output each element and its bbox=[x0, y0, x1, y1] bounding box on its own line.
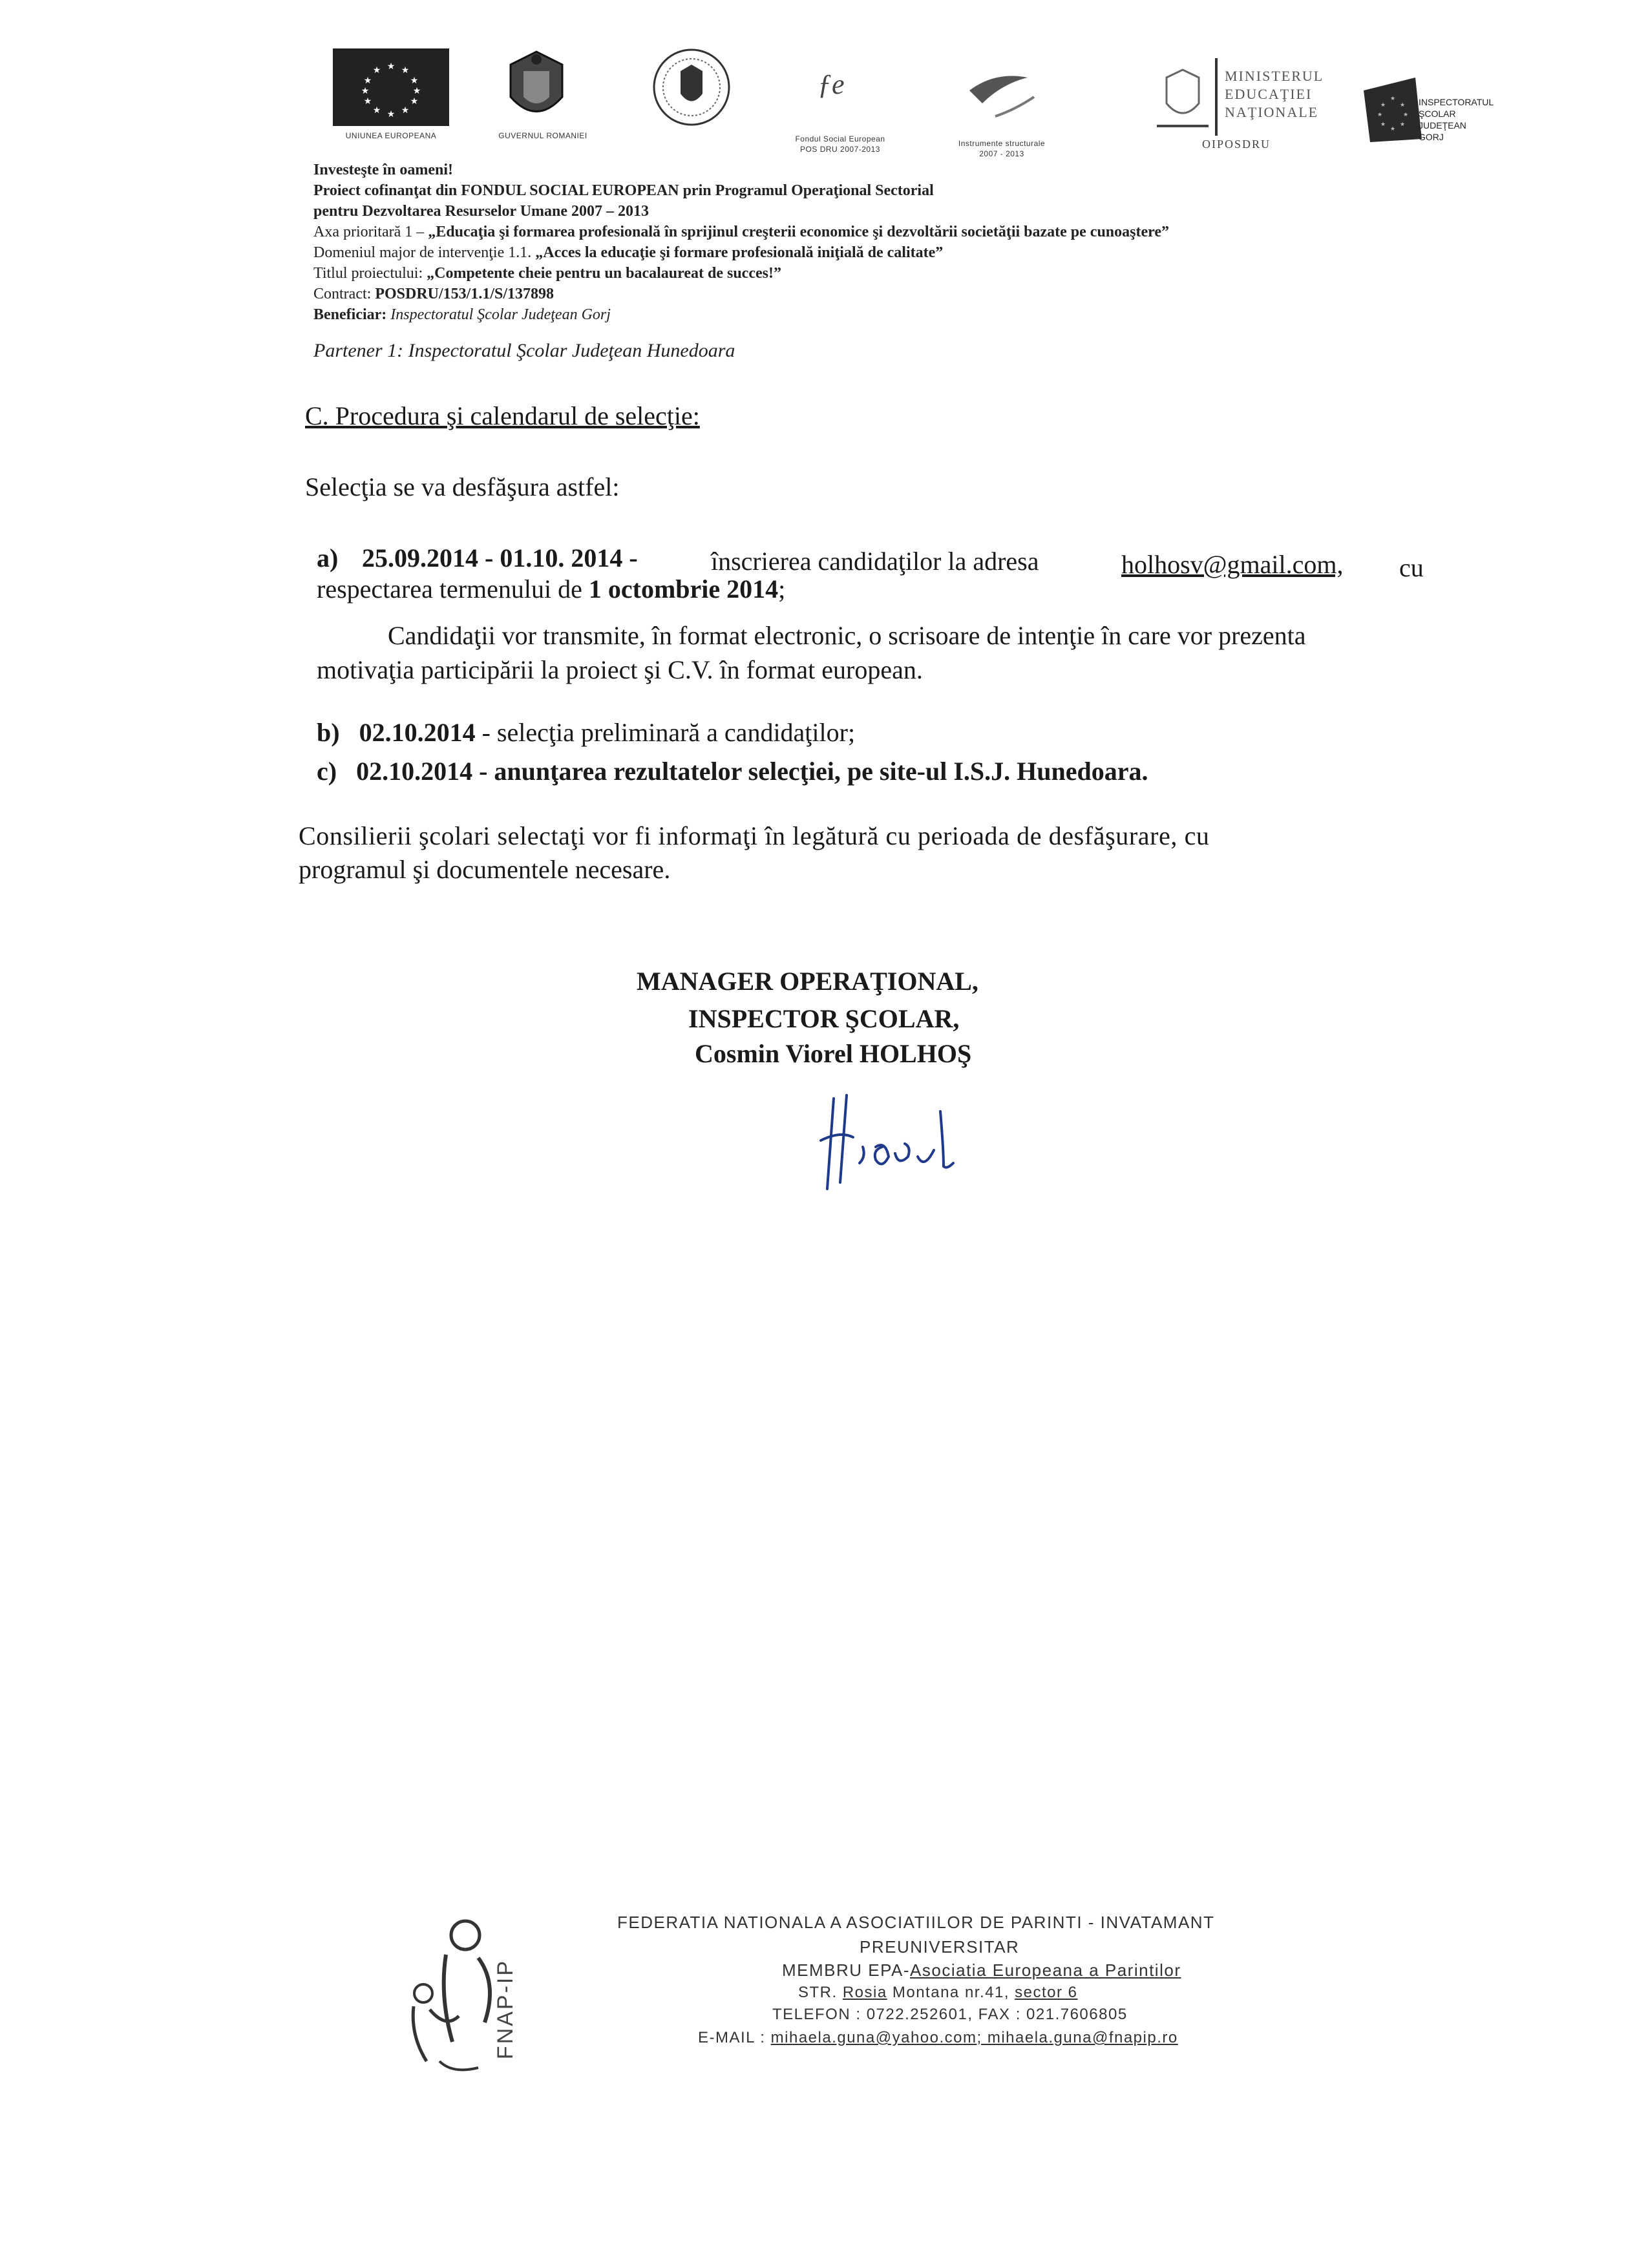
item-a-line2 bbox=[317, 574, 785, 604]
svg-text:★: ★ bbox=[410, 76, 419, 86]
footer-email-links[interactable]: mihaela.guna@yahoo.com; mihaela.guna@fnapip.ro bbox=[770, 2029, 1178, 2046]
svg-text:★: ★ bbox=[401, 65, 410, 76]
item-a-text: înscrierea candidaţilor la adresa bbox=[711, 547, 1039, 576]
header-contract bbox=[313, 286, 554, 303]
closing-line-2: programul şi documentele necesare. bbox=[299, 855, 671, 884]
domain-title: „Acces la educaţie şi formare profesională iniţială de calitate” bbox=[535, 244, 944, 261]
svg-text:★: ★ bbox=[372, 105, 381, 116]
header-intervention-domain bbox=[313, 244, 943, 262]
eu-flag-logo bbox=[333, 48, 449, 126]
header-priority-axis bbox=[313, 224, 1169, 241]
svg-text:★: ★ bbox=[1399, 121, 1406, 128]
crest-icon bbox=[1157, 65, 1209, 129]
header-beneficiary bbox=[313, 306, 611, 324]
header-cofinancing: Proiect cofinanţat din FONDUL SOCIAL EUROPEAN prin Programul Operaţional Sectorial bbox=[313, 182, 934, 199]
svg-text:★: ★ bbox=[1402, 112, 1409, 118]
footer-address: STR. Rosia Montana nr.41, sector 6 bbox=[798, 1984, 1078, 2001]
item-a-marker: a) bbox=[317, 543, 339, 572]
item-a-dates: 25.09.2014 - 01.10. 2014 - bbox=[362, 543, 638, 572]
handwritten-signature bbox=[814, 1086, 969, 1199]
svg-text:★: ★ bbox=[363, 76, 372, 86]
seal-icon bbox=[650, 45, 734, 129]
contract-value: POSDRU/153/1.1/S/137898 bbox=[375, 286, 555, 302]
svg-text:★: ★ bbox=[410, 96, 419, 107]
priority-axis-title: „Educaţia şi formarea profesională în sprijinul creşterii economice şi dezvoltării societăţii bazate pe cunoaştere” bbox=[428, 224, 1169, 240]
svg-text:★: ★ bbox=[401, 105, 410, 116]
ministry-name-3: NAŢIONALE bbox=[1225, 104, 1319, 120]
gov-coat-of-arms-logo bbox=[498, 45, 575, 132]
fse-caption-1: Fondul Social European bbox=[795, 134, 885, 143]
romania-seal-logo bbox=[650, 45, 734, 132]
svg-text:★: ★ bbox=[361, 86, 370, 96]
fnap-ip-vertical-text: FNAP-IP bbox=[493, 1958, 518, 2060]
project-title-value: „Competente cheie pentru un bacalaureat de succes!” bbox=[427, 265, 781, 282]
item-a-deadline: 1 octombrie 2014 bbox=[588, 574, 779, 604]
project-title-label: Titlul proiectului: bbox=[313, 265, 427, 282]
svg-text:★: ★ bbox=[412, 86, 421, 96]
isj-gorj-logo bbox=[1364, 78, 1422, 145]
footer-federation-name-2: PREUNIVERSITAR bbox=[860, 1937, 1020, 1957]
list-item-c bbox=[317, 756, 1148, 786]
footer-membership bbox=[782, 1960, 1181, 1980]
oiposdru-label: OIPOSDRU bbox=[1202, 138, 1271, 151]
item-a-email[interactable]: holhosv@gmail.com, bbox=[1121, 550, 1344, 579]
eu-stars-icon bbox=[333, 48, 449, 126]
membership-epa: Asociatia Europeana a Parintilor bbox=[910, 1960, 1181, 1980]
header-slogan: Investeşte în oameni! bbox=[313, 162, 453, 178]
closing-line-1: Consilierii şcolari selectaţi vor fi informaţi în legătură cu perioada de desfăşurare, cu bbox=[299, 821, 1210, 850]
signature-name: Cosmin Viorel HOLHOŞ bbox=[695, 1039, 972, 1068]
is-caption-1: Instrumente structurale bbox=[958, 139, 1046, 148]
ministry-crest-logo bbox=[1157, 65, 1209, 132]
parent-child-icon bbox=[401, 1906, 543, 2087]
svg-text:★: ★ bbox=[1380, 121, 1386, 128]
header-project-title bbox=[313, 265, 781, 282]
isj-name-1: INSPECTORATUL bbox=[1419, 97, 1494, 107]
coat-of-arms-icon bbox=[498, 45, 575, 129]
domain-label: Domeniul major de intervenţie 1.1. bbox=[313, 244, 536, 261]
item-c-date: 02.10.2014 bbox=[356, 757, 473, 786]
svg-text:★: ★ bbox=[1380, 102, 1386, 109]
beneficiary-label: Beneficiar: bbox=[313, 306, 391, 323]
eu-caption: UNIUNEA EUROPEANA bbox=[345, 131, 437, 140]
swoosh-icon bbox=[956, 65, 1047, 129]
item-b-marker: b) bbox=[317, 718, 340, 747]
svg-text:★: ★ bbox=[386, 61, 396, 72]
intro-text: Selecţia se va desfăşura astfel: bbox=[305, 472, 620, 501]
ministry-name-1: MINISTERUL bbox=[1225, 68, 1324, 84]
ministry-name-2: EDUCAŢIEI bbox=[1225, 86, 1313, 102]
is-caption-2: 2007 - 2013 bbox=[979, 149, 1024, 158]
item-a-deadline-prefix: respectarea termenului de bbox=[317, 574, 589, 604]
fse-mark-logo: ƒe bbox=[818, 68, 845, 100]
section-title: C. Procedura şi calendarul de selecţie: bbox=[305, 401, 700, 430]
ministry-divider bbox=[1215, 58, 1218, 136]
item-c-text: - anunţarea rezultatelor selecţiei, pe site-ul I.S.J. Hunedoara. bbox=[472, 757, 1148, 786]
item-b-text: - selecţia preliminară a candidaţilor; bbox=[475, 718, 856, 747]
footer-phone-fax: TELEFON : 0722.252601, FAX : 021.7606805 bbox=[772, 2006, 1128, 2023]
signature-scribble-icon bbox=[814, 1086, 969, 1195]
isj-name-4: GORJ bbox=[1419, 132, 1444, 142]
header-partner: Partener 1: Inspectoratul Şcolar Judeţean Hunedoara bbox=[313, 340, 735, 361]
footer-email: E-MAIL : mihaela.guna@yahoo.com; mihaela.guna@fnapip.ro bbox=[698, 2029, 1178, 2046]
signature-role-2: INSPECTOR ŞCOLAR, bbox=[688, 1004, 960, 1033]
priority-axis-label: Axa prioritară 1 – bbox=[313, 224, 428, 240]
svg-text:★: ★ bbox=[1377, 112, 1383, 118]
item-a-line4: motivaţia participării la proiect şi C.V. în format european. bbox=[317, 655, 923, 684]
item-a-semicolon: ; bbox=[778, 574, 786, 604]
contract-label: Contract: bbox=[313, 286, 375, 302]
isj-name-2: ŞCOLAR bbox=[1419, 109, 1456, 119]
footer-federation-name: FEDERATIA NATIONALA A ASOCIATIILOR DE PARINTI - INVATAMANT bbox=[617, 1913, 1215, 1932]
beneficiary-value: Inspectoratul Şcolar Judeţean Gorj bbox=[390, 306, 611, 323]
svg-text:★: ★ bbox=[1399, 102, 1406, 109]
isj-name-3: JUDEŢEAN bbox=[1419, 120, 1466, 131]
gov-caption: GUVERNUL ROMANIEI bbox=[498, 131, 587, 140]
header-program: pentru Dezvoltarea Resurselor Umane 2007 – 2013 bbox=[313, 203, 650, 220]
fse-caption-2: POS DRU 2007-2013 bbox=[800, 145, 880, 154]
structural-instruments-logo bbox=[956, 65, 1047, 132]
membership-prefix: MEMBRU EPA- bbox=[782, 1960, 911, 1980]
svg-text:★: ★ bbox=[372, 65, 381, 76]
item-b-date: 02.10.2014 bbox=[359, 718, 476, 747]
svg-text:★: ★ bbox=[386, 109, 396, 120]
signature-role-1: MANAGER OPERAŢIONAL, bbox=[637, 967, 978, 996]
item-c-marker: c) bbox=[317, 757, 337, 786]
item-a-line3: Candidaţii vor transmite, în format electronic, o scrisoare de intenţie în care vor prezenta bbox=[388, 621, 1306, 650]
svg-text:★: ★ bbox=[1389, 126, 1396, 132]
isj-emblem-icon bbox=[1364, 78, 1422, 142]
svg-text:★: ★ bbox=[1389, 96, 1396, 102]
list-item-b bbox=[317, 717, 855, 748]
svg-text:★: ★ bbox=[363, 96, 372, 107]
fnap-ip-logo bbox=[401, 1906, 543, 2090]
item-a-cu: cu bbox=[1399, 553, 1424, 582]
